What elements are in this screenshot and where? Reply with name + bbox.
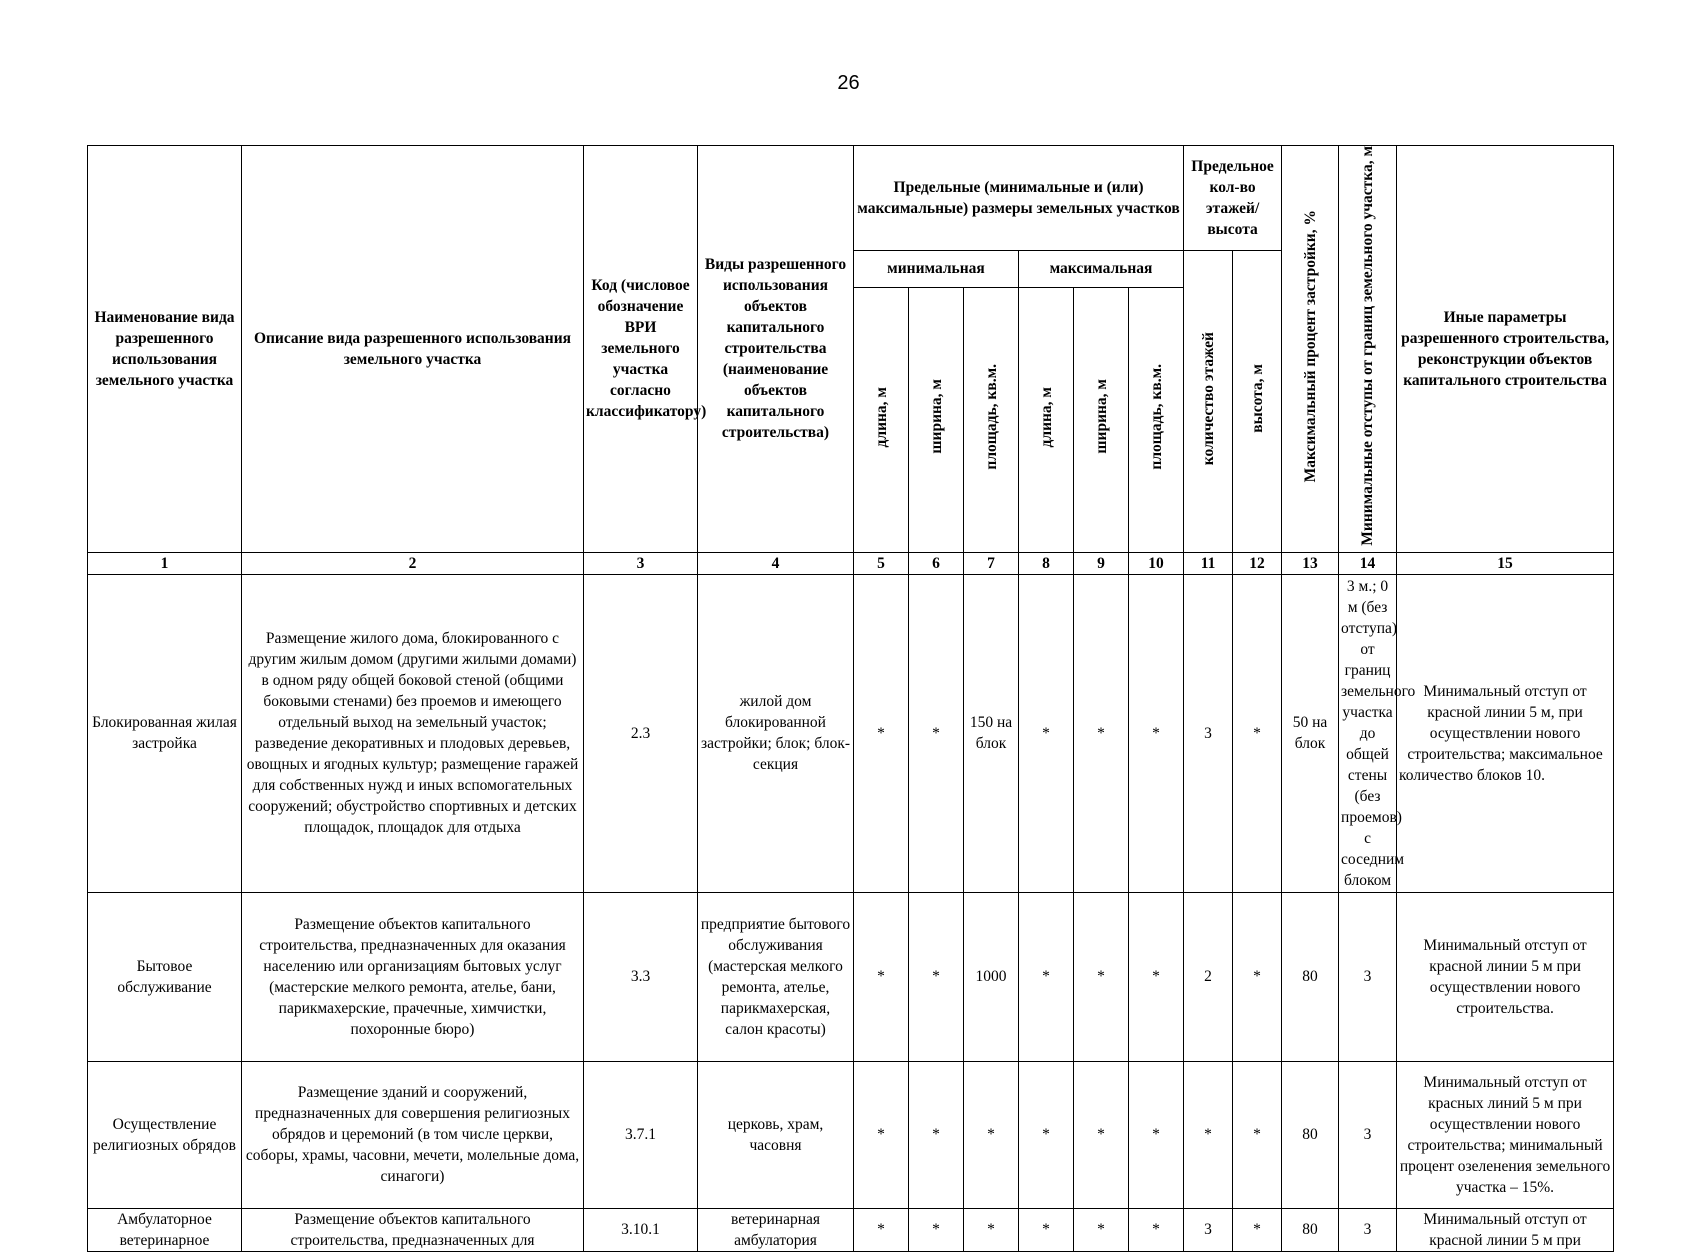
cell-floors: * <box>1184 1061 1233 1208</box>
cell-max-length: * <box>1019 1061 1074 1208</box>
cell-description: Размещение объектов капитального строительства, предназначенных для оказания населению или организациям бытовых услуг (мастерские мелкого ремонта, ателье, бани, парикмахерские, прачечные, химчистки, похоронные бюро) <box>242 892 584 1061</box>
column-number: 14 <box>1339 552 1397 574</box>
cell-min-area: * <box>964 1061 1019 1208</box>
header-other-params: Иные параметры разрешенного строительства, реконструкции объектов капитального строительства <box>1397 146 1614 553</box>
cell-min-area: 1000 <box>964 892 1019 1061</box>
header-min-area <box>964 287 1019 552</box>
cell-name: Амбулаторное ветеринарное <box>88 1208 242 1251</box>
cell-code: 3.3 <box>584 892 698 1061</box>
header-objects: Виды разрешенного использования объектов капитального строительства (наименование объектов капитального строительства) <box>698 146 854 553</box>
cell-max-length: * <box>1019 574 1074 892</box>
cell-min-length: * <box>854 1061 909 1208</box>
cell-objects: церковь, храм, часовня <box>698 1061 854 1208</box>
column-number: 8 <box>1019 552 1074 574</box>
cell-max-percent: 50 на блок <box>1282 574 1339 892</box>
cell-description: Размещение зданий и сооружений, предназначенных для совершения религиозных обрядов и церемоний (в том числе церкви, соборы, храмы, часовни, мечети, молельные дома, синагоги) <box>242 1061 584 1208</box>
header-min-length <box>854 287 909 552</box>
cell-other: Минимальный отступ от красной линии 5 м при осуществлении нового строительства. <box>1397 892 1614 1061</box>
cell-min-width: * <box>909 1208 964 1251</box>
cell-min-area: * <box>964 1208 1019 1251</box>
header-max-percent <box>1282 146 1339 553</box>
cell-min-width: * <box>909 892 964 1061</box>
header-min-setback-text: Минимальные отступы от границ земельного участка, м <box>1359 146 1377 546</box>
cell-description: Размещение объектов капитального строительства, предназначенных для <box>242 1208 584 1251</box>
header-name: Наименование вида разрешенного использования земельного участка <box>88 146 242 553</box>
cell-height: * <box>1233 1208 1282 1251</box>
cell-objects: жилой дом блокированной застройки; блок; блок-секция <box>698 574 854 892</box>
cell-code: 3.7.1 <box>584 1061 698 1208</box>
column-number: 15 <box>1397 552 1614 574</box>
cell-min-length: * <box>854 574 909 892</box>
header-max-percent-text: Максимальный процент застройки, % <box>1301 209 1319 483</box>
cell-setback: 3 м.; 0 м (без отступа) от границ земельного участка до общей стены (без проемов) с соседним блоком <box>1339 574 1397 892</box>
header-max-length <box>1019 287 1074 552</box>
cell-max-width: * <box>1074 1061 1129 1208</box>
header-code: Код (числовое обозначение ВРИ земельного участка согласно классификатору) <box>584 146 698 553</box>
cell-max-percent: 80 <box>1282 1208 1339 1251</box>
cell-max-length: * <box>1019 1208 1074 1251</box>
cell-floors: 3 <box>1184 1208 1233 1251</box>
column-number-row <box>88 552 1614 574</box>
cell-objects: предприятие бытового обслуживания (мастерская мелкого ремонта, ателье, парикмахерская, салон красоты) <box>698 892 854 1061</box>
cell-max-area: * <box>1129 1208 1184 1251</box>
header-max-width-text: ширина, м <box>1092 379 1110 455</box>
cell-min-length: * <box>854 892 909 1061</box>
header-row-1 <box>88 146 1614 251</box>
cell-max-length: * <box>1019 892 1074 1061</box>
zoning-regulations-table <box>87 145 1614 1252</box>
column-number: 1 <box>88 552 242 574</box>
column-number: 7 <box>964 552 1019 574</box>
column-number: 6 <box>909 552 964 574</box>
cell-min-length: * <box>854 1208 909 1251</box>
cell-setback: 3 <box>1339 1208 1397 1251</box>
header-maximal: максимальная <box>1019 251 1184 288</box>
table-row <box>88 1208 1614 1251</box>
cell-description: Размещение жилого дома, блокированного с другим жилым домом (другими жилыми домами) в одном ряду общей боковой стеной (общими боковыми стенами) без проемов и имеющего отдельный выход на земельный участок; разведение декоративных и плодовых деревьев, овощных и ягодных культур; размещение гаражей для собственных нужд и иных вспомогательных сооружений; обустройство спортивных и детских площадок, площадок для отдыха <box>242 574 584 892</box>
column-number: 13 <box>1282 552 1339 574</box>
cell-floors: 2 <box>1184 892 1233 1061</box>
cell-code: 2.3 <box>584 574 698 892</box>
cell-other: Минимальный отступ от красной линии 5 м при <box>1397 1208 1614 1251</box>
header-min-length-text: длина, м <box>872 386 890 447</box>
column-number: 5 <box>854 552 909 574</box>
cell-objects: ветеринарная амбулатория <box>698 1208 854 1251</box>
header-max-area-text: площадь, кв.м. <box>1147 363 1165 470</box>
cell-other: Минимальный отступ от красной линии 5 м, при осуществлении нового строительства; максимальное количество блоков 10. <box>1397 574 1614 892</box>
header-floors-count-text: количество этажей <box>1199 331 1217 465</box>
cell-max-width: * <box>1074 892 1129 1061</box>
header-plot-sizes: Предельные (минимальные и (или) максимальные) размеры земельных участков <box>854 146 1184 251</box>
cell-max-area: * <box>1129 1061 1184 1208</box>
table-row <box>88 1061 1614 1208</box>
cell-max-area: * <box>1129 574 1184 892</box>
cell-max-percent: 80 <box>1282 1061 1339 1208</box>
cell-height: * <box>1233 1061 1282 1208</box>
column-number: 4 <box>698 552 854 574</box>
page-number: 26 <box>837 72 860 94</box>
header-min-setback <box>1339 146 1397 553</box>
cell-name: Бытовое обслуживание <box>88 892 242 1061</box>
column-number: 3 <box>584 552 698 574</box>
column-number: 9 <box>1074 552 1129 574</box>
cell-max-width: * <box>1074 574 1129 892</box>
cell-code: 3.10.1 <box>584 1208 698 1251</box>
header-description: Описание вида разрешенного использования земельного участка <box>242 146 584 553</box>
column-number: 10 <box>1129 552 1184 574</box>
cell-max-width: * <box>1074 1208 1129 1251</box>
cell-max-percent: 80 <box>1282 892 1339 1061</box>
column-number: 11 <box>1184 552 1233 574</box>
cell-setback: 3 <box>1339 892 1397 1061</box>
cell-setback: 3 <box>1339 1061 1397 1208</box>
header-min-width <box>909 287 964 552</box>
header-max-area <box>1129 287 1184 552</box>
header-height <box>1233 251 1282 553</box>
header-min-area-text: площадь, кв.м. <box>982 363 1000 470</box>
cell-height: * <box>1233 574 1282 892</box>
cell-max-area: * <box>1129 892 1184 1061</box>
cell-min-width: * <box>909 1061 964 1208</box>
header-max-length-text: длина, м <box>1037 386 1055 447</box>
header-min-width-text: ширина, м <box>927 379 945 455</box>
cell-name: Осуществление религиозных обрядов <box>88 1061 242 1208</box>
column-number: 12 <box>1233 552 1282 574</box>
table-row <box>88 574 1614 892</box>
cell-other: Минимальный отступ от красных линий 5 м при осуществлении нового строительства; минимальный процент озеленения земельного участка – 15%. <box>1397 1061 1614 1208</box>
table-row <box>88 892 1614 1061</box>
header-floors-group: Предельное кол-во этажей/ высота <box>1184 146 1282 251</box>
column-number: 2 <box>242 552 584 574</box>
header-height-text: высота, м <box>1248 363 1266 433</box>
cell-min-width: * <box>909 574 964 892</box>
header-max-width <box>1074 287 1129 552</box>
cell-floors: 3 <box>1184 574 1233 892</box>
cell-min-area: 150 на блок <box>964 574 1019 892</box>
header-minimal: минимальная <box>854 251 1019 288</box>
cell-height: * <box>1233 892 1282 1061</box>
header-floors-count <box>1184 251 1233 553</box>
cell-name: Блокированная жилая застройка <box>88 574 242 892</box>
